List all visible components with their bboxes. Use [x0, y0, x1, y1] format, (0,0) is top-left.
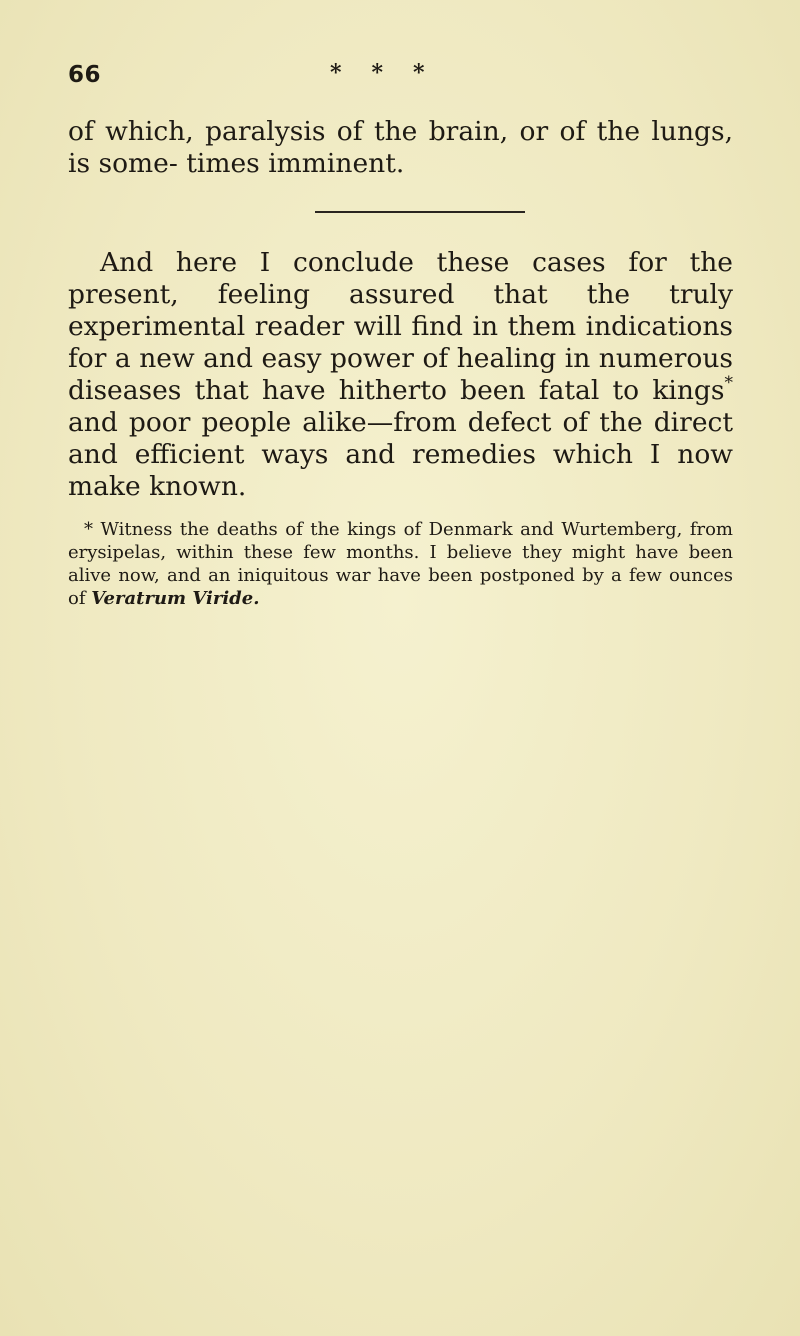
asterisk-glyph: *: [371, 60, 384, 86]
footnote-reference: *: [724, 373, 733, 394]
footnote: [68, 518, 733, 610]
footnote-marker: *: [84, 519, 93, 540]
asterisk-glyph: *: [413, 60, 425, 86]
footnote-text: Witness the deaths of the kings of Denmark and Wurtemberg, from erysipelas, within these few months. I believe they might have been alive now, and an iniquitous war have been postponed by a few ounces of: [68, 519, 733, 609]
paragraph-conclusion: [68, 247, 733, 503]
paragraph-text-continued: and poor people alike—from defect of the direct and efficient ways and remedies which I now make known.: [68, 407, 733, 502]
paragraph-text: And here I conclude these cases for the present, feeling assured that the truly experimental reader will find in them indications for a new and easy power of healing in numerous diseases that have hitherto been fatal to kings: [68, 247, 733, 406]
paragraph-continuation: of which, paralysis of the brain, or of the lungs, is some- times imminent.: [68, 116, 733, 179]
footnote-italic-term: Veratrum Viride.: [91, 588, 260, 609]
asterism-ornament: [330, 60, 455, 86]
page-number: 66: [68, 62, 102, 88]
section-divider: [315, 211, 525, 213]
asterisk-glyph: *: [330, 60, 342, 86]
page-header: [68, 62, 748, 92]
